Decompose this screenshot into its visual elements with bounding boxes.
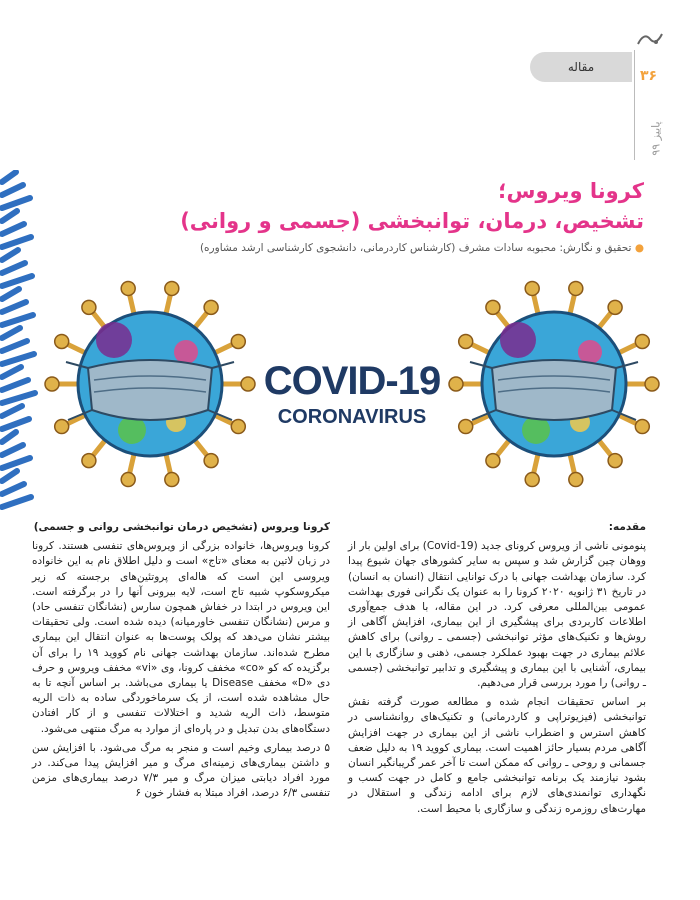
virus-mask-left-icon [36,270,264,498]
virus-mask-right-icon [440,270,668,498]
stripe [2,484,24,494]
stripe [2,172,16,182]
header-divider [634,50,635,160]
magazine-logo-icon [636,30,664,48]
title-line-2: تشخیص، درمان، توانبخشی (جسمی و روانی) [180,209,644,233]
stripe [2,185,23,195]
section-paragraph-2: ۵ درصد بیماری وخیم است و منجر به مرگ می‌شود. با افزایش سن و داشتن بیماری‌های زمینه‌ای مرگ و میر افزایش پیدا می‌کند. در مورد افراد دیابتی میزان مرگ و میر ۷/۳ درصد بیماری‌های مزمن تنفسی ۶/۳ درصد، افراد مبتلا به فشار خون ۶ [32,741,331,800]
stripe [2,289,19,299]
stripe [2,198,30,208]
stripe [2,445,23,455]
banner-subtitle: CORONAVIRUS [277,406,427,428]
stripe [2,471,17,481]
section-heading: کرونا ویروس (تشخیص درمان توانبخشی روانی و جسمی) [33,521,330,533]
section-label: مقاله [567,60,595,74]
stripe [2,380,28,390]
issue-date: پاییز ۹۹ [649,121,663,156]
stripe [2,302,26,312]
byline-text: تحقیق و نگارش: محبوبه سادات مشرف (کارشناس کاردرمانی، دانشجوی کارشناسی ارشد مشاوره) [199,242,632,254]
stripe [2,458,30,468]
stripe [2,211,17,221]
column-right [348,520,646,821]
stripe [2,263,25,273]
intro-heading: مقدمه: [608,521,646,533]
stripe [2,354,34,364]
bullet-icon: ● [634,242,644,254]
decorative-stripes [0,170,38,510]
title-line-1: کرونا ویروس؛ [498,179,644,203]
stripe [2,497,31,507]
stripe [2,367,21,377]
stripe [2,224,24,234]
byline [84,242,644,254]
section-tab [530,52,632,82]
stripe [2,432,16,442]
stripe [2,315,33,325]
stripe [2,276,32,286]
stripe [2,393,35,403]
column-left [32,520,330,806]
section-paragraph-1: کرونا ویروس‌ها، خانواده بزرگی از ویروس‌های تنفسی هستند. کرونا در زبان لاتین به معنای «تاج» است و دلیل اطلاق نام به این خانواده ویروسی این است که هاله‌ای پروتئین‌های برجسته که زیر میکروسکوپ شبیه تاج است، لایه بیرونی آنها را در برگرفته است. این ویروس در ابتدا در خفاش همچون سارس (نشانگان تنفسی حاد) و مرس (نشانگان تنفسی خاورمیانه) دیده شده است. ولی تحقیقات بیشتر نشان می‌دهد که پولک پوست‌ها به عنوان انتقال این بیماری مطرح شده‌اند. سازمان بهداشت جهانی نام کووید ۱۹ را برای آن برگزیده که کو «co» مخفف کرونا، وی «vi» مخفف ویروس و حرف دی «D» مخفف Disease یا بیماری می‌باشد. بر اساس آنچه تا به حال مشاهده شده است، از یک سرماخوردگی ساده به ذات الریه متوسط، ذات الریه شدید و اختلالات تنفسی و از کار افتادن دستگاه‌های بدن تبدیل و در پاره‌ای از موارد به مرگ منتهی می‌شود. [32,540,331,735]
intro-paragraph-1: پنومونی ناشی از ویروس کرونای جدید (Covid-19) برای اولین بار از ووهان چین گزارش شد و سپس به سایر کشورهای جهان شیوع پیدا کرد. سازمان بهداشت جهانی با درک توانایی انتقال (انسان به انسان) در تاریخ ۳۱ ژانویه ۲۰۲۰ کرونا را به عنوان یک نگرانی فوری بهداشت عمومی بین‌المللی معرفی کرد. در این مقاله، با هدف جمع‌آوری اطلاعات کاربردی برای پیشگیری از این بیماری، افزایش آگاهی از روش‌ها و تکنیک‌های مؤثر توانبخشی (جسمی ـ روانی) برای کاهش علائم بیماری در جهت بهبود عملکرد جسمی، ذهنی و سازگاری با این بیماری، آشنایی با این بیماری و پیشگیری و تدابیر توانبخشی (جسمی ـ روانی) را مورد بررسی قرار می‌دهیم. [348,540,647,690]
stripe [2,419,29,429]
stripe [2,250,18,260]
page-number: ۳۶ [640,68,658,84]
stripe [2,328,20,338]
stripe [2,237,31,247]
banner-title: COVID-19 [263,359,441,403]
article-title [144,176,644,236]
stripe [2,406,22,416]
intro-paragraph-2: بر اساس تحقیقات انجام شده و مطالعه صورت گرفته نقش توانبخشی (فیزیوتراپی و کاردرمانی) و تکنیک‌های روانشناسی در کاهش استرس و اضطراب ناشی از این بیماری در جهت افزایش آگاهی مردم بسیار حائز اهمیت است. بیماری کووید ۱۹ به دلیل ضعف جسمانی و روحی ـ روانی که ممکن است تا آخر عمر گریبانگیر انسان بشود نیازمند یک برنامه توانبخشی جامع و کامل در جهت کسب و نگهداری توانمندی‌های لازم برای ادامه زندگی و استقلال در مهارت‌های روزمره زندگی و سازگاری با محیط است. [348,696,646,815]
stripe [2,341,27,351]
